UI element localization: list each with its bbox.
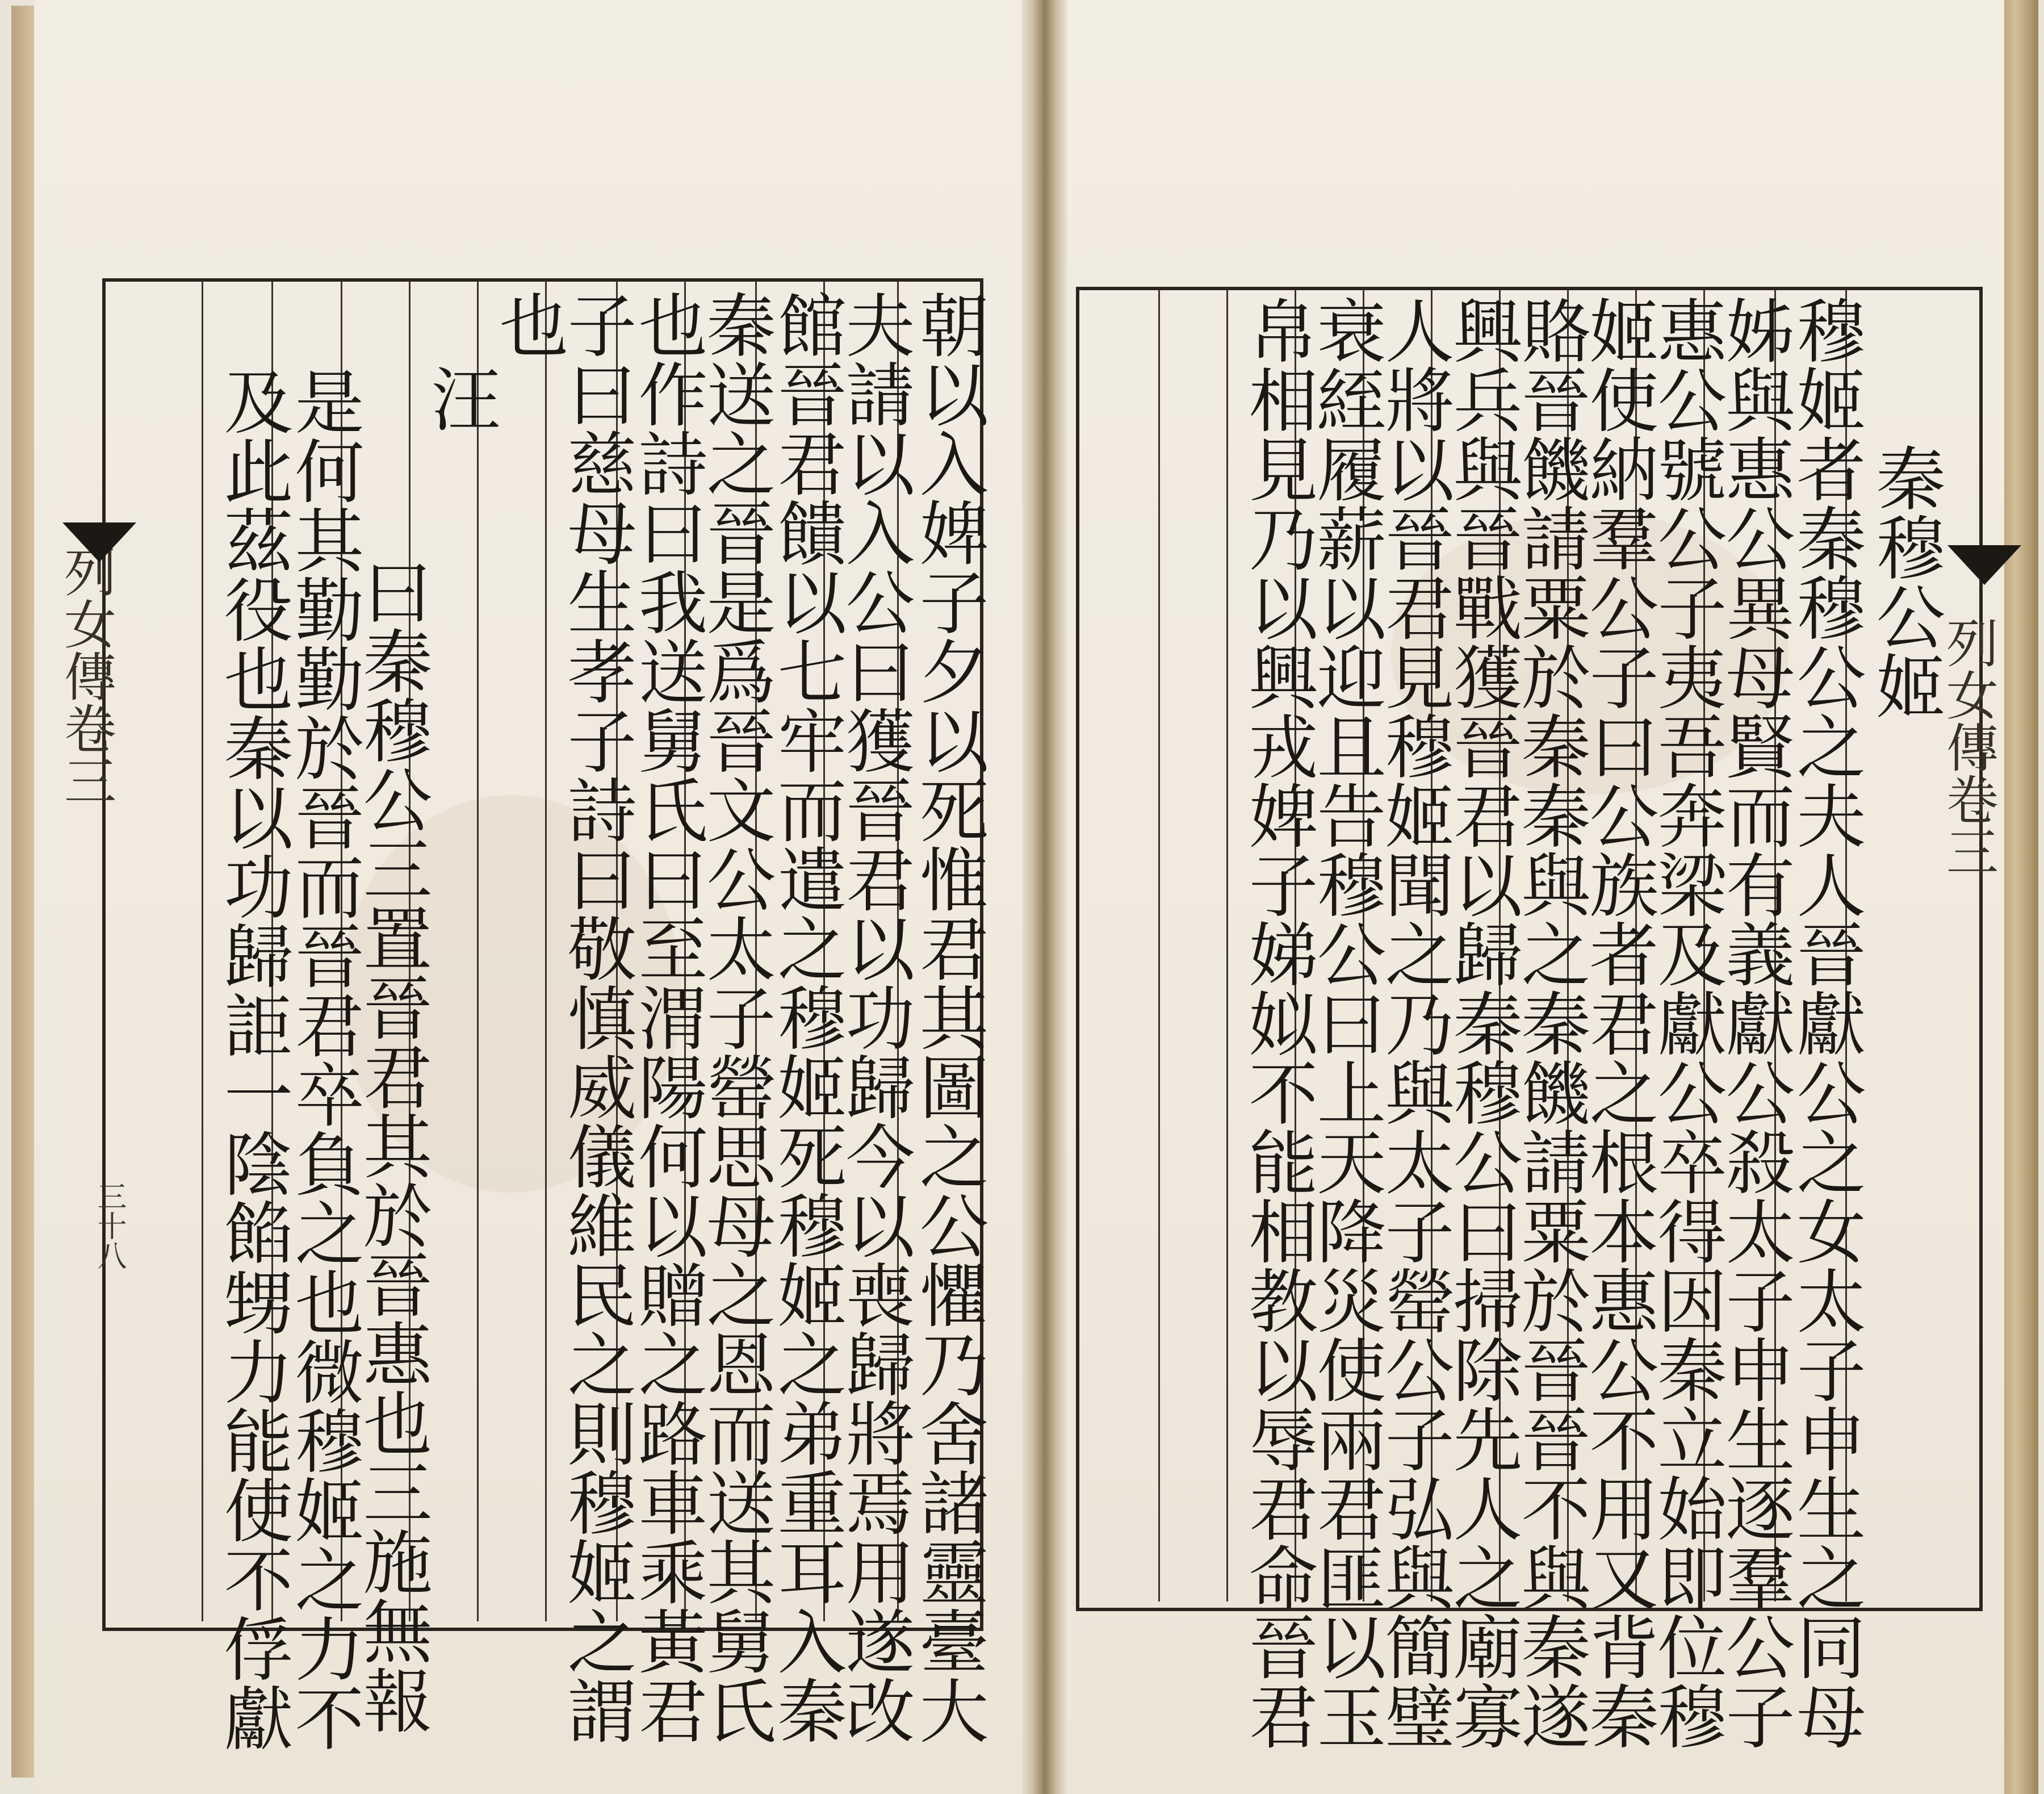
chapter-title: 秦穆公姬: [1865, 443, 1945, 720]
fish-tail-mark: [62, 522, 136, 562]
text-column: 衰絰履薪以迎且告穆公曰上天降災使兩君匪以玉: [1305, 295, 1386, 1750]
column-rule: [477, 281, 479, 1621]
text-column: 秦送之晉是爲晉文公太子罃思母之恩而送其舅氏: [695, 290, 776, 1745]
text-column: 子曰慈母生孝子詩曰敬慎威儀維民之則穆姬之謂: [556, 290, 636, 1745]
text-column: 穆姬者秦穆公之夫人晉獻公之女太子申生之同母: [1785, 295, 1866, 1750]
page-number: 三十八: [92, 1181, 126, 1270]
column-rule: [1226, 290, 1228, 1601]
fish-tail-mark: [1947, 545, 2021, 585]
text-column: 帛相見乃以興戎婢子娣姒不能相教以辱君命晉君: [1237, 295, 1318, 1750]
commentary-column: 是何其勤勤於晉而晉君卒負之也微穆姬之力不: [283, 366, 364, 1752]
text-column: 姬使納羣公子曰公族者君之根本惠公不用又背秦: [1578, 295, 1658, 1750]
book-gutter: [1022, 0, 1067, 1794]
text-column: 賂晉饑請粟於秦秦與之秦饑請粟於晉晉不與秦遂: [1510, 295, 1590, 1750]
column-rule: [202, 281, 203, 1621]
text-column: 興兵與晉戰獲晉君以歸秦穆公曰掃除先人之廟寡: [1442, 295, 1522, 1750]
text-column: 朝以入婢子夕以死惟君其圖之公懼乃舍諸靈臺大: [908, 290, 989, 1745]
right-margin-title: 列女傳卷三: [1938, 616, 1999, 877]
left-margin-title: 列女傳卷三: [56, 545, 116, 806]
column-rule: [1158, 290, 1160, 1601]
text-column: 也作詩曰我送舅氏曰至渭陽何以贈之路車乘黃君: [627, 290, 707, 1745]
text-column: 館晉君饋以七牢而遣之穆姬死穆姬之弟重耳入秦: [766, 290, 847, 1745]
text-column: 夫請以入公曰獲晉君以功歸今以喪歸將焉用遂改: [834, 290, 915, 1745]
text-column: 人將以晉君見穆姬聞之乃與太子罃公子弘與簡璧: [1373, 295, 1454, 1750]
column-rule: [545, 281, 547, 1621]
text-column: 也: [488, 290, 568, 359]
commentary-column: 曰秦穆公三置晉君其於晉惠也三施無報: [351, 557, 432, 1734]
commentary-column: 及此茲役也秦以功歸詎一陰餡甥力能使不俘獻: [212, 366, 293, 1752]
text-column: 惠公號公子夷吾奔梁及獻公卒得因秦立始即位穆: [1646, 295, 1727, 1750]
commentary-label: 汪: [420, 363, 500, 433]
text-column: 姊與惠公異母賢而有義獻公殺太子申生逐羣公子: [1714, 295, 1795, 1750]
